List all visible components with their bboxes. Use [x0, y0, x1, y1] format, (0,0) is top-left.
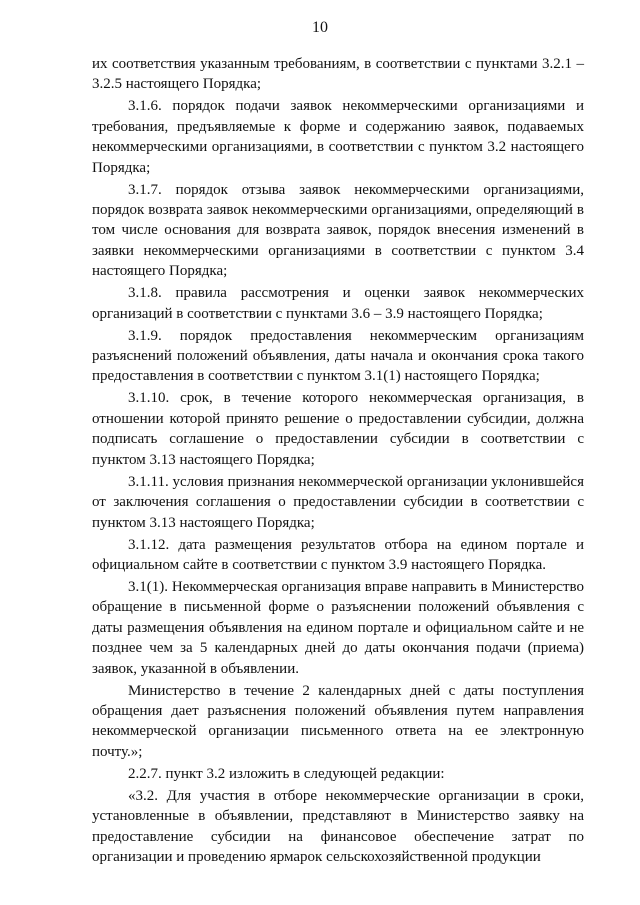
- paragraph-3-1-7: 3.1.7. порядок отзыва заявок некоммерческими организациями, порядок возврата заявок некоммерческими организациями, определяющий в том числе основания для возврата заявок, порядок внесения изменений в заявки некоммерческими организациями в соответствии с пунктом 3.4 настоящего Порядка;: [92, 181, 584, 280]
- page-number: 10: [312, 19, 328, 36]
- paragraph-3-1-12: 3.1.12. дата размещения результатов отбора на едином портале и официальном сайте в соответствии с пунктом 3.9 настоящего Порядка.: [92, 536, 584, 573]
- paragraph-continuation: их соответствия указанным требованиям, в соответствии с пунктами 3.2.1 – 3.2.5 настоящего Порядка;: [92, 56, 584, 93]
- paragraph-3-1-8: 3.1.8. правила рассмотрения и оценки заявок некоммерческих организаций в соответствии с пунктами 3.6 – 3.9 настоящего Порядка;: [92, 285, 584, 322]
- paragraph-3-1-11: 3.1.11. условия признания некоммерческой организации уклонившейся от заключения соглашения о предоставлении субсидии в соответствии с пунктом 3.13 настоящего Порядка;: [92, 473, 584, 531]
- paragraph-ministry-response: Министерство в течение 2 календарных дней с даты поступления обращения дает разъяснения положений объявления путем направления некоммерческой организации письменного ответа на ее электронную почту.»;: [92, 682, 584, 760]
- paragraph-3-1-10: 3.1.10. срок, в течение которого некоммерческая организация, в отношении которой принято решение о предоставлении субсидии, должна подписать соглашение о предоставлении субсидии в соответствии с пунктом 3.13 настоящего Порядка;: [92, 390, 584, 468]
- paragraph-3-1-6: 3.1.6. порядок подачи заявок некоммерческими организациями и требования, предъявляемые к форме и содержанию заявок, подаваемых некоммерческими организациями, в соответствии с пунктом 3.2 настоящего Порядка;: [92, 98, 584, 176]
- paragraph-3-1-9: 3.1.9. порядок предоставления некоммерческим организациям разъяснений положений объявления, даты начала и окончания срока такого предоставления в соответствии с пунктом 3.1(1) настоящего Порядка;: [92, 327, 584, 385]
- paragraph-3-2: «3.2. Для участия в отборе некоммерческие организации в сроки, установленные в объявлении, представляют в Министерство заявку на предоставление субсидии на финансовое обеспечение затрат по организации и проведению ярмарок сельскохозяйственной продукции: [92, 787, 584, 865]
- paragraph-3-1-1: 3.1(1). Некоммерческая организация вправе направить в Министерство обращение в письменной форме о разъяснении положений объявления с даты размещения объявления на едином портале и официальном сайте и не позднее чем за 5 календарных дней до даты окончания подачи (приема) заявок, указанной в объявлении.: [92, 578, 584, 677]
- document-body: [92, 54, 584, 869]
- paragraph-2-2-7: 2.2.7. пункт 3.2 изложить в следующей редакции:: [128, 765, 445, 782]
